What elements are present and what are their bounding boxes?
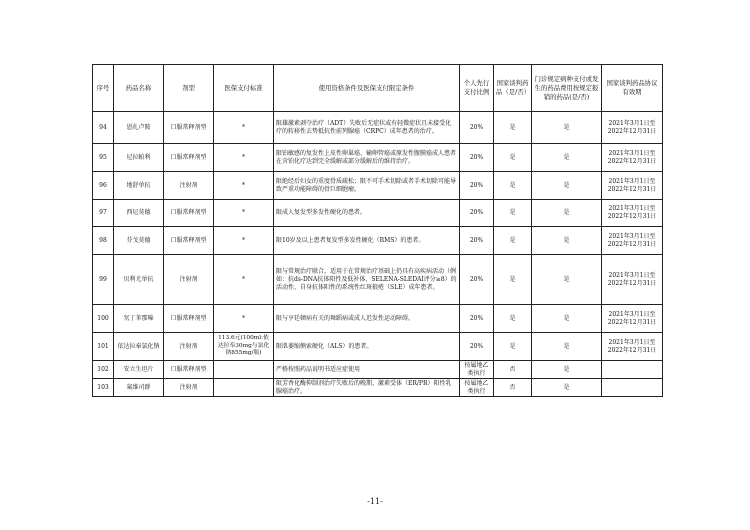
header-outpatient: 门诊规定病种支付或发生的药品费用按规定报销的药品(是/否): [532, 65, 602, 112]
table-row: [93, 112, 663, 144]
cell-standard: [214, 361, 274, 379]
cell-seq: 102: [93, 361, 114, 379]
cell-validity: 2021年3月1日至2022年12月31日: [602, 112, 663, 144]
cell-validity: 2021年3月1日至2022年12月31日: [602, 144, 663, 172]
cell-form: 注射剂: [164, 255, 214, 305]
cell-conditions: 限雄激素剥夺治疗（ADT）失败后无症状或有轻微症状且未接受化疗的转移性去势抵抗性前列腺癌（CRPC）成年患者的治疗。: [274, 112, 460, 144]
cell-seq: 103: [93, 379, 114, 397]
cell-form: 注射剂: [164, 333, 214, 361]
cell-seq: 95: [93, 144, 114, 172]
cell-seq: 101: [93, 333, 114, 361]
page-number: -11-: [367, 497, 383, 506]
header-negotiated: 国家谈判药品（是/否）: [494, 65, 532, 112]
cell-seq: 99: [93, 255, 114, 305]
table-row: [93, 361, 663, 379]
cell-selfpay: 20%: [460, 112, 494, 144]
cell-selfpay: 20%: [460, 305, 494, 333]
header-seq: 序号: [93, 65, 114, 112]
cell-form: 注射剂: [164, 379, 214, 397]
table-row: [93, 200, 663, 227]
cell-negotiated: 是: [494, 112, 532, 144]
cell-negotiated: 是: [494, 227, 532, 255]
header-standard: 医保支付标准: [214, 65, 274, 112]
table-row: [93, 172, 663, 200]
cell-name: 贝利尤单抗: [114, 255, 164, 305]
cell-selfpay: 20%: [460, 200, 494, 227]
cell-outpatient: 是: [532, 200, 602, 227]
cell-conditions: 限铂敏感的复发性上皮性卵巢癌、输卵管癌或原发性腹膜癌成人患者在含铂化疗达到完全缓解或部分缓解后的维持治疗。: [274, 144, 460, 172]
cell-outpatient: 是: [532, 361, 602, 379]
header-validity: 国家谈判药品协议有效期: [602, 65, 663, 112]
cell-outpatient: 是: [532, 227, 602, 255]
cell-validity: 2021年3月1日至2022年12月31日: [602, 200, 663, 227]
cell-seq: 98: [93, 227, 114, 255]
table-row: [93, 227, 663, 255]
cell-name: 尼拉帕利: [114, 144, 164, 172]
cell-validity: 2021年3月1日至2022年12月31日: [602, 305, 663, 333]
cell-negotiated: 是: [494, 172, 532, 200]
cell-outpatient: 是: [532, 333, 602, 361]
header-selfpay: 个人先行支付比例: [460, 65, 494, 112]
cell-standard: *: [214, 172, 274, 200]
table-row: [93, 144, 663, 172]
cell-negotiated: 否: [494, 361, 532, 379]
cell-conditions: 限10岁及以上患者复发型多发性硬化（RMS）的患者。: [274, 227, 460, 255]
cell-selfpay: 20%: [460, 172, 494, 200]
cell-negotiated: 是: [494, 144, 532, 172]
cell-validity: [602, 361, 663, 379]
cell-name: 氟维司群: [114, 379, 164, 397]
header-form: 剂型: [164, 65, 214, 112]
cell-name: 恩扎卢胺: [114, 112, 164, 144]
header-conditions: 使用资格条件及医保支付限定条件: [274, 65, 460, 112]
cell-standard: *: [214, 227, 274, 255]
cell-selfpay: 20%: [460, 144, 494, 172]
table-row: [93, 379, 663, 397]
cell-name: 依达拉奉氯化钠: [114, 333, 164, 361]
table-row: [93, 305, 663, 333]
cell-form: 口服常释剂型: [164, 200, 214, 227]
cell-name: 西尼莫德: [114, 200, 164, 227]
cell-seq: 100: [93, 305, 114, 333]
cell-standard: *: [214, 305, 274, 333]
cell-outpatient: 是: [532, 144, 602, 172]
cell-standard: *: [214, 255, 274, 305]
cell-validity: 2021年3月1日至2022年12月31日: [602, 172, 663, 200]
cell-standard: *: [214, 112, 274, 144]
cell-name: 地舒单抗: [114, 172, 164, 200]
table-row: [93, 255, 663, 305]
cell-selfpay: 20%: [460, 255, 494, 305]
table-row: [93, 333, 663, 361]
cell-conditions: 限与常规治疗联合，适用于在常规治疗基础上仍具有高疾病活动（例如：抗ds-DNA抗体阳性及低补体、SELENA-SLEDAI评分≥8）的活动性、自身抗体阳性的系统性红斑狼疮（SLE）成年患者。: [274, 255, 460, 305]
cell-negotiated: 是: [494, 333, 532, 361]
cell-selfpay: 20%: [460, 227, 494, 255]
cell-outpatient: 是: [532, 379, 602, 397]
cell-standard: [214, 379, 274, 397]
cell-standard: *: [214, 144, 274, 172]
header-name: 药品名称: [114, 65, 164, 112]
cell-form: 口服常释剂型: [164, 227, 214, 255]
cell-negotiated: 是: [494, 200, 532, 227]
cell-seq: 97: [93, 200, 114, 227]
cell-conditions: 严格按照药品说明书适应症使用: [274, 361, 460, 379]
cell-name: 氘丁苯那嗪: [114, 305, 164, 333]
cell-selfpay: 20%: [460, 333, 494, 361]
cell-seq: 96: [93, 172, 114, 200]
cell-selfpay: 按属地乙类执行: [460, 379, 494, 397]
cell-conditions: 限成人复发型多发性硬化的患者。: [274, 200, 460, 227]
table-header-row: [93, 65, 663, 112]
cell-outpatient: 是: [532, 305, 602, 333]
cell-selfpay: 按属地乙类执行: [460, 361, 494, 379]
cell-outpatient: 是: [532, 255, 602, 305]
cell-conditions: 限芳香化酶抑制剂治疗失败后的晚期、激素受体（ER/PR）阳性乳腺癌治疗。: [274, 379, 460, 397]
cell-validity: 2021年3月1日至2022年12月31日: [602, 333, 663, 361]
cell-form: 口服常释剂型: [164, 112, 214, 144]
cell-validity: 2021年3月1日至2022年12月31日: [602, 255, 663, 305]
cell-form: 口服常释剂型: [164, 305, 214, 333]
cell-outpatient: 是: [532, 112, 602, 144]
cell-negotiated: 否: [494, 379, 532, 397]
cell-outpatient: 是: [532, 172, 602, 200]
cell-conditions: 限与亨廷顿病有关的舞蹈病或成人迟发性运动障碍。: [274, 305, 460, 333]
cell-conditions: 限肌萎缩侧索硬化（ALS）的患者。: [274, 333, 460, 361]
cell-name: 安立生坦片: [114, 361, 164, 379]
cell-seq: 94: [93, 112, 114, 144]
cell-negotiated: 是: [494, 305, 532, 333]
cell-validity: 2021年3月1日至2022年12月31日: [602, 227, 663, 255]
drug-table: [92, 64, 663, 397]
cell-name: 芬戈莫德: [114, 227, 164, 255]
cell-conditions: 限绝经后妇女的重度骨质疏松；限不可手术切除或者手术切除可能导致严重功能障碍的骨巨细胞瘤。: [274, 172, 460, 200]
cell-form: 口服常释剂型: [164, 361, 214, 379]
cell-form: 注射剂: [164, 172, 214, 200]
cell-form: 口服常释剂型: [164, 144, 214, 172]
cell-negotiated: 是: [494, 255, 532, 305]
cell-validity: [602, 379, 663, 397]
cell-standard: 113.6元(100ml:依达拉奉30mg与氯化钠855mg/瓶): [214, 333, 274, 361]
cell-standard: *: [214, 200, 274, 227]
